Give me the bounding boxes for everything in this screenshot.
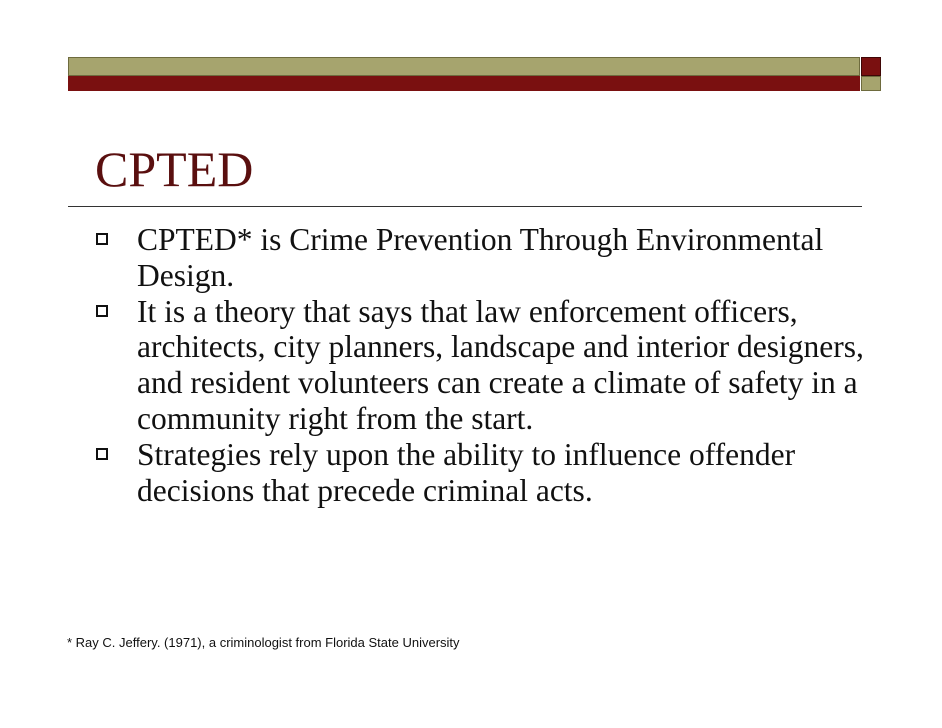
header-bar-olive [68,57,860,76]
header-square-red [861,57,881,76]
hollow-square-bullet-icon [96,305,108,317]
bullet-item [0,222,942,294]
hollow-square-bullet-icon [96,233,108,245]
bullet-text: CPTED* is Crime Prevention Through Environmental Design. [137,222,824,293]
bullet-item [0,294,942,437]
header-square-olive [861,76,881,91]
bullet-list [0,222,942,508]
slide-title: CPTED [95,141,254,197]
title-divider [68,206,862,207]
hollow-square-bullet-icon [96,448,108,460]
bullet-item [0,437,942,509]
header-bar-red [68,76,860,91]
bullet-text: It is a theory that says that law enforcement officers, architects, city planners, landscape and interior designers, and resident volunteers can create a climate of safety in a community right from the start. [137,293,864,436]
bullet-text: Strategies rely upon the ability to influence offender decisions that precede criminal acts. [137,436,796,508]
footnote: * Ray C. Jeffery. (1971), a criminologist from Florida State University [67,635,460,650]
